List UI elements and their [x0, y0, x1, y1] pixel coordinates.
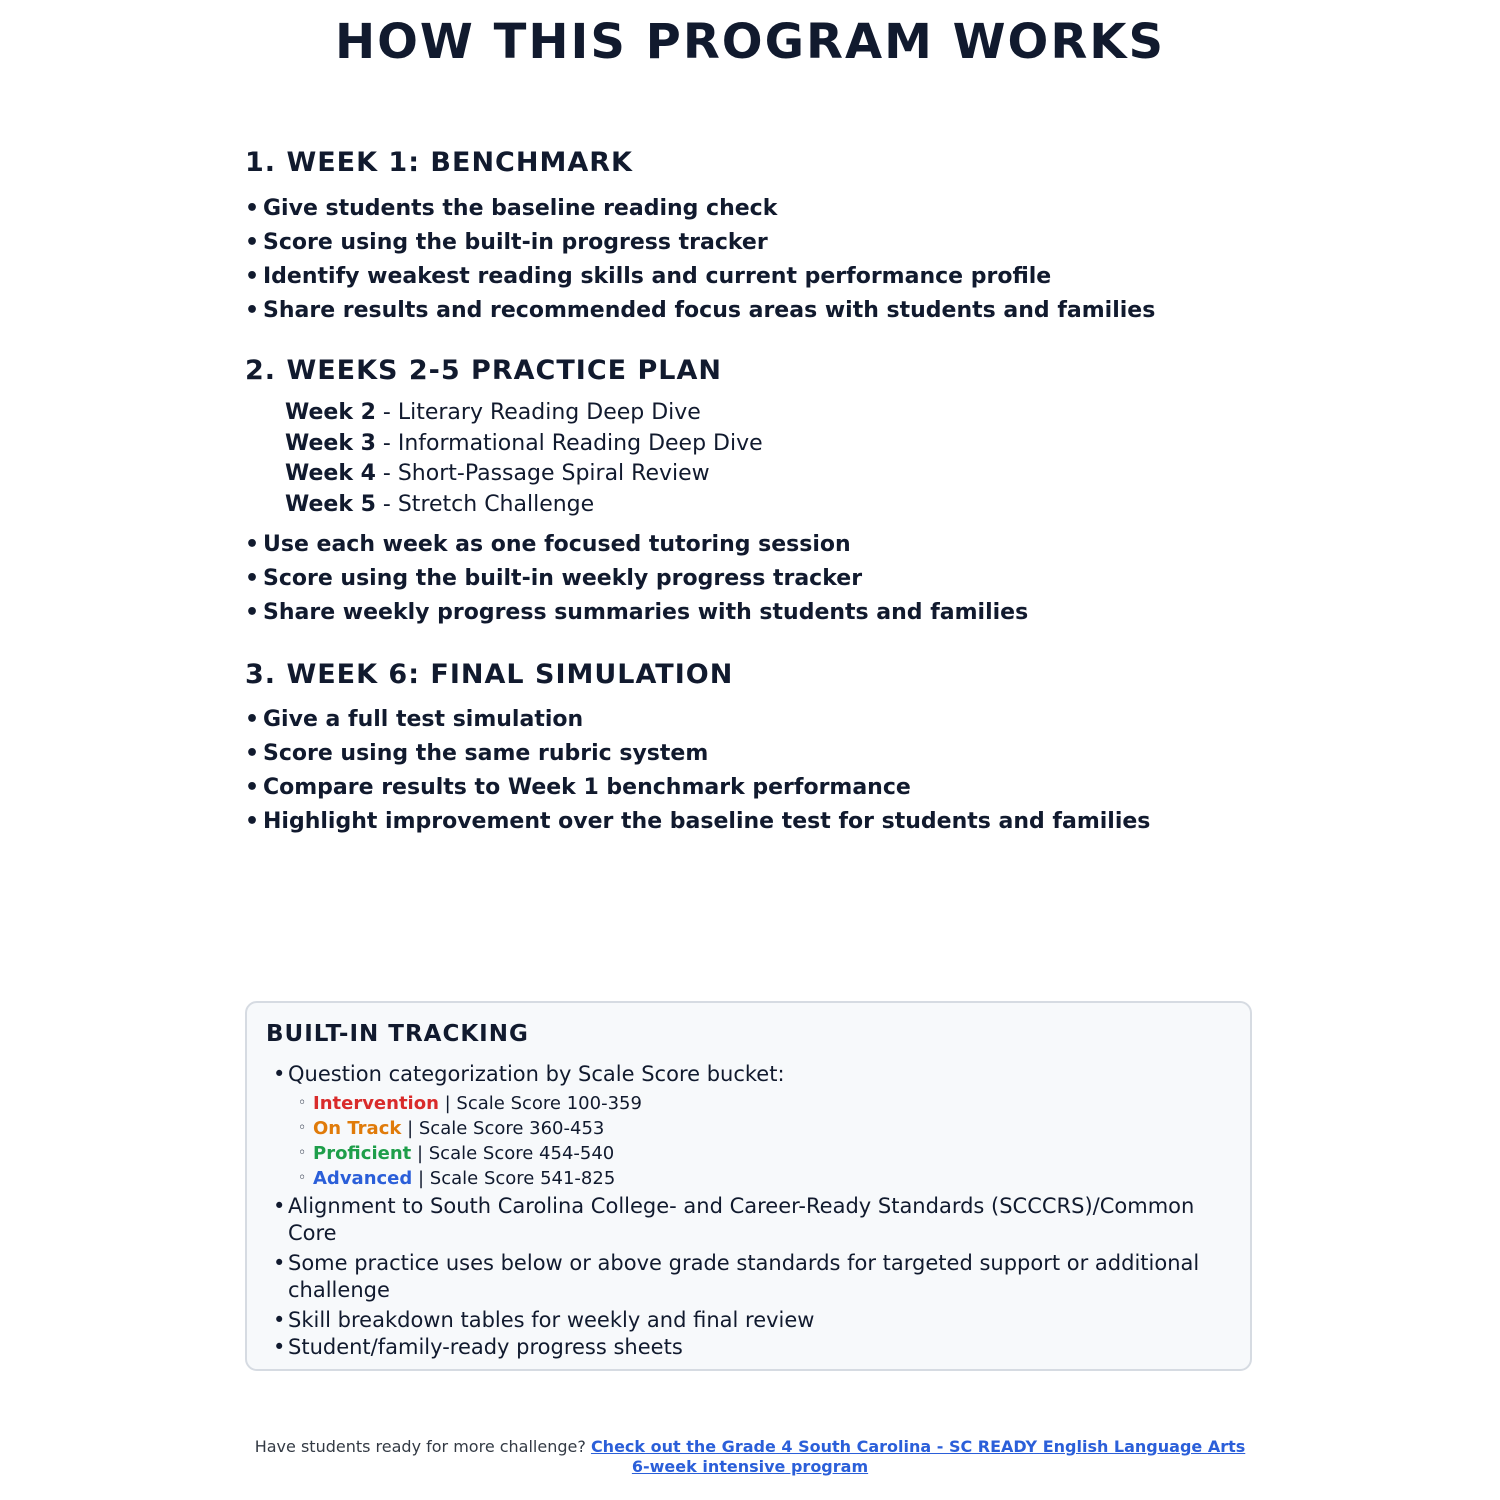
level-range: | Scale Score 360-453 — [401, 1117, 605, 1139]
score-bucket — [298, 1166, 1228, 1191]
section-heading: 3. WEEK 6: FINAL SIMULATION — [245, 659, 734, 690]
level-range: | Scale Score 541-825 — [412, 1167, 616, 1189]
week-label: Week 4 — [285, 461, 376, 486]
bullet-list — [245, 528, 1255, 630]
level-range: | Scale Score 454-540 — [411, 1142, 615, 1164]
list-item: • Share weekly progress summaries with students and families — [245, 596, 1255, 630]
list-item: • Some practice uses below or above grade standards for targeted support or additional challenge — [273, 1250, 1228, 1305]
week-description: - Stretch Challenge — [375, 491, 595, 517]
list-item: • Score using the same rubric system — [245, 737, 1255, 771]
list-item: • Score using the built-in progress tracker — [245, 226, 1255, 260]
program-steps — [245, 146, 1255, 839]
footer — [245, 1437, 1255, 1477]
week-row — [285, 429, 1255, 460]
week-description: - Informational Reading Deep Dive — [375, 430, 763, 456]
list-item: • Give students the baseline reading check — [245, 192, 1255, 226]
week-description: - Short-Passage Spiral Review — [375, 461, 710, 486]
list-item: • Share results and recommended focus areas with students and families — [245, 294, 1255, 328]
score-bucket — [298, 1116, 1228, 1141]
tracking-intro: Question categorization by Scale Score bucket: — [288, 1062, 785, 1086]
list-item: • Use each week as one focused tutoring session — [245, 528, 1255, 562]
list-item: • Score using the built-in weekly progress tracker — [245, 562, 1255, 596]
week-label: Week 2 — [285, 400, 376, 425]
section-heading: 2. WEEKS 2-5 PRACTICE PLAN — [245, 355, 722, 386]
list-item: • Student/family-ready progress sheets — [273, 1334, 1228, 1362]
level-proficient: Proficient — [313, 1142, 412, 1164]
level-range: | Scale Score 100-359 — [438, 1092, 642, 1114]
week-label: Week 3 — [285, 430, 376, 456]
level-advanced: Advanced — [313, 1167, 413, 1189]
score-bucket — [298, 1091, 1228, 1116]
section-weeks-2-5 — [245, 354, 1255, 630]
list-item: • Identify weakest reading skills and current performance profile — [245, 260, 1255, 294]
section-heading: 1. WEEK 1: BENCHMARK — [245, 147, 633, 178]
list-item — [273, 1061, 1228, 1191]
tracking-panel — [245, 1001, 1252, 1371]
section-week-1 — [245, 146, 1255, 328]
page-title: HOW THIS PROGRAM WORKS — [334, 14, 1166, 70]
list-item: • Compare results to Week 1 benchmark performance — [245, 771, 1255, 805]
section-week-6 — [245, 658, 1255, 839]
list-item: • Highlight improvement over the baseline test for students and families — [245, 805, 1255, 839]
list-item: • Alignment to South Carolina College- and Career-Ready Standards (SCCCRS)/Common Core — [273, 1193, 1228, 1248]
tracking-list — [273, 1061, 1228, 1362]
tracking-title: BUILT-IN TRACKING — [266, 1021, 529, 1047]
list-item: • Skill breakdown tables for weekly and final review — [273, 1307, 1228, 1335]
week-schedule — [285, 398, 1255, 520]
score-bucket — [298, 1141, 1228, 1166]
list-item: • Give a full test simulation — [245, 703, 1255, 737]
program-link[interactable]: Check out the Grade 4 South Carolina - SC READY English Language Arts 6-week intensive program — [590, 1437, 1246, 1476]
footer-text: Have students ready for more challenge? — [254, 1437, 591, 1456]
week-row — [285, 490, 1255, 521]
level-on-track: On Track — [313, 1117, 402, 1139]
week-row — [285, 398, 1255, 429]
week-label: Week 5 — [285, 491, 376, 517]
bullet-list — [245, 703, 1255, 839]
week-row — [285, 459, 1255, 490]
score-bucket-list — [298, 1091, 1228, 1191]
week-description: - Literary Reading Deep Dive — [375, 400, 701, 425]
bullet-list — [245, 192, 1255, 328]
level-intervention: Intervention — [313, 1092, 439, 1114]
